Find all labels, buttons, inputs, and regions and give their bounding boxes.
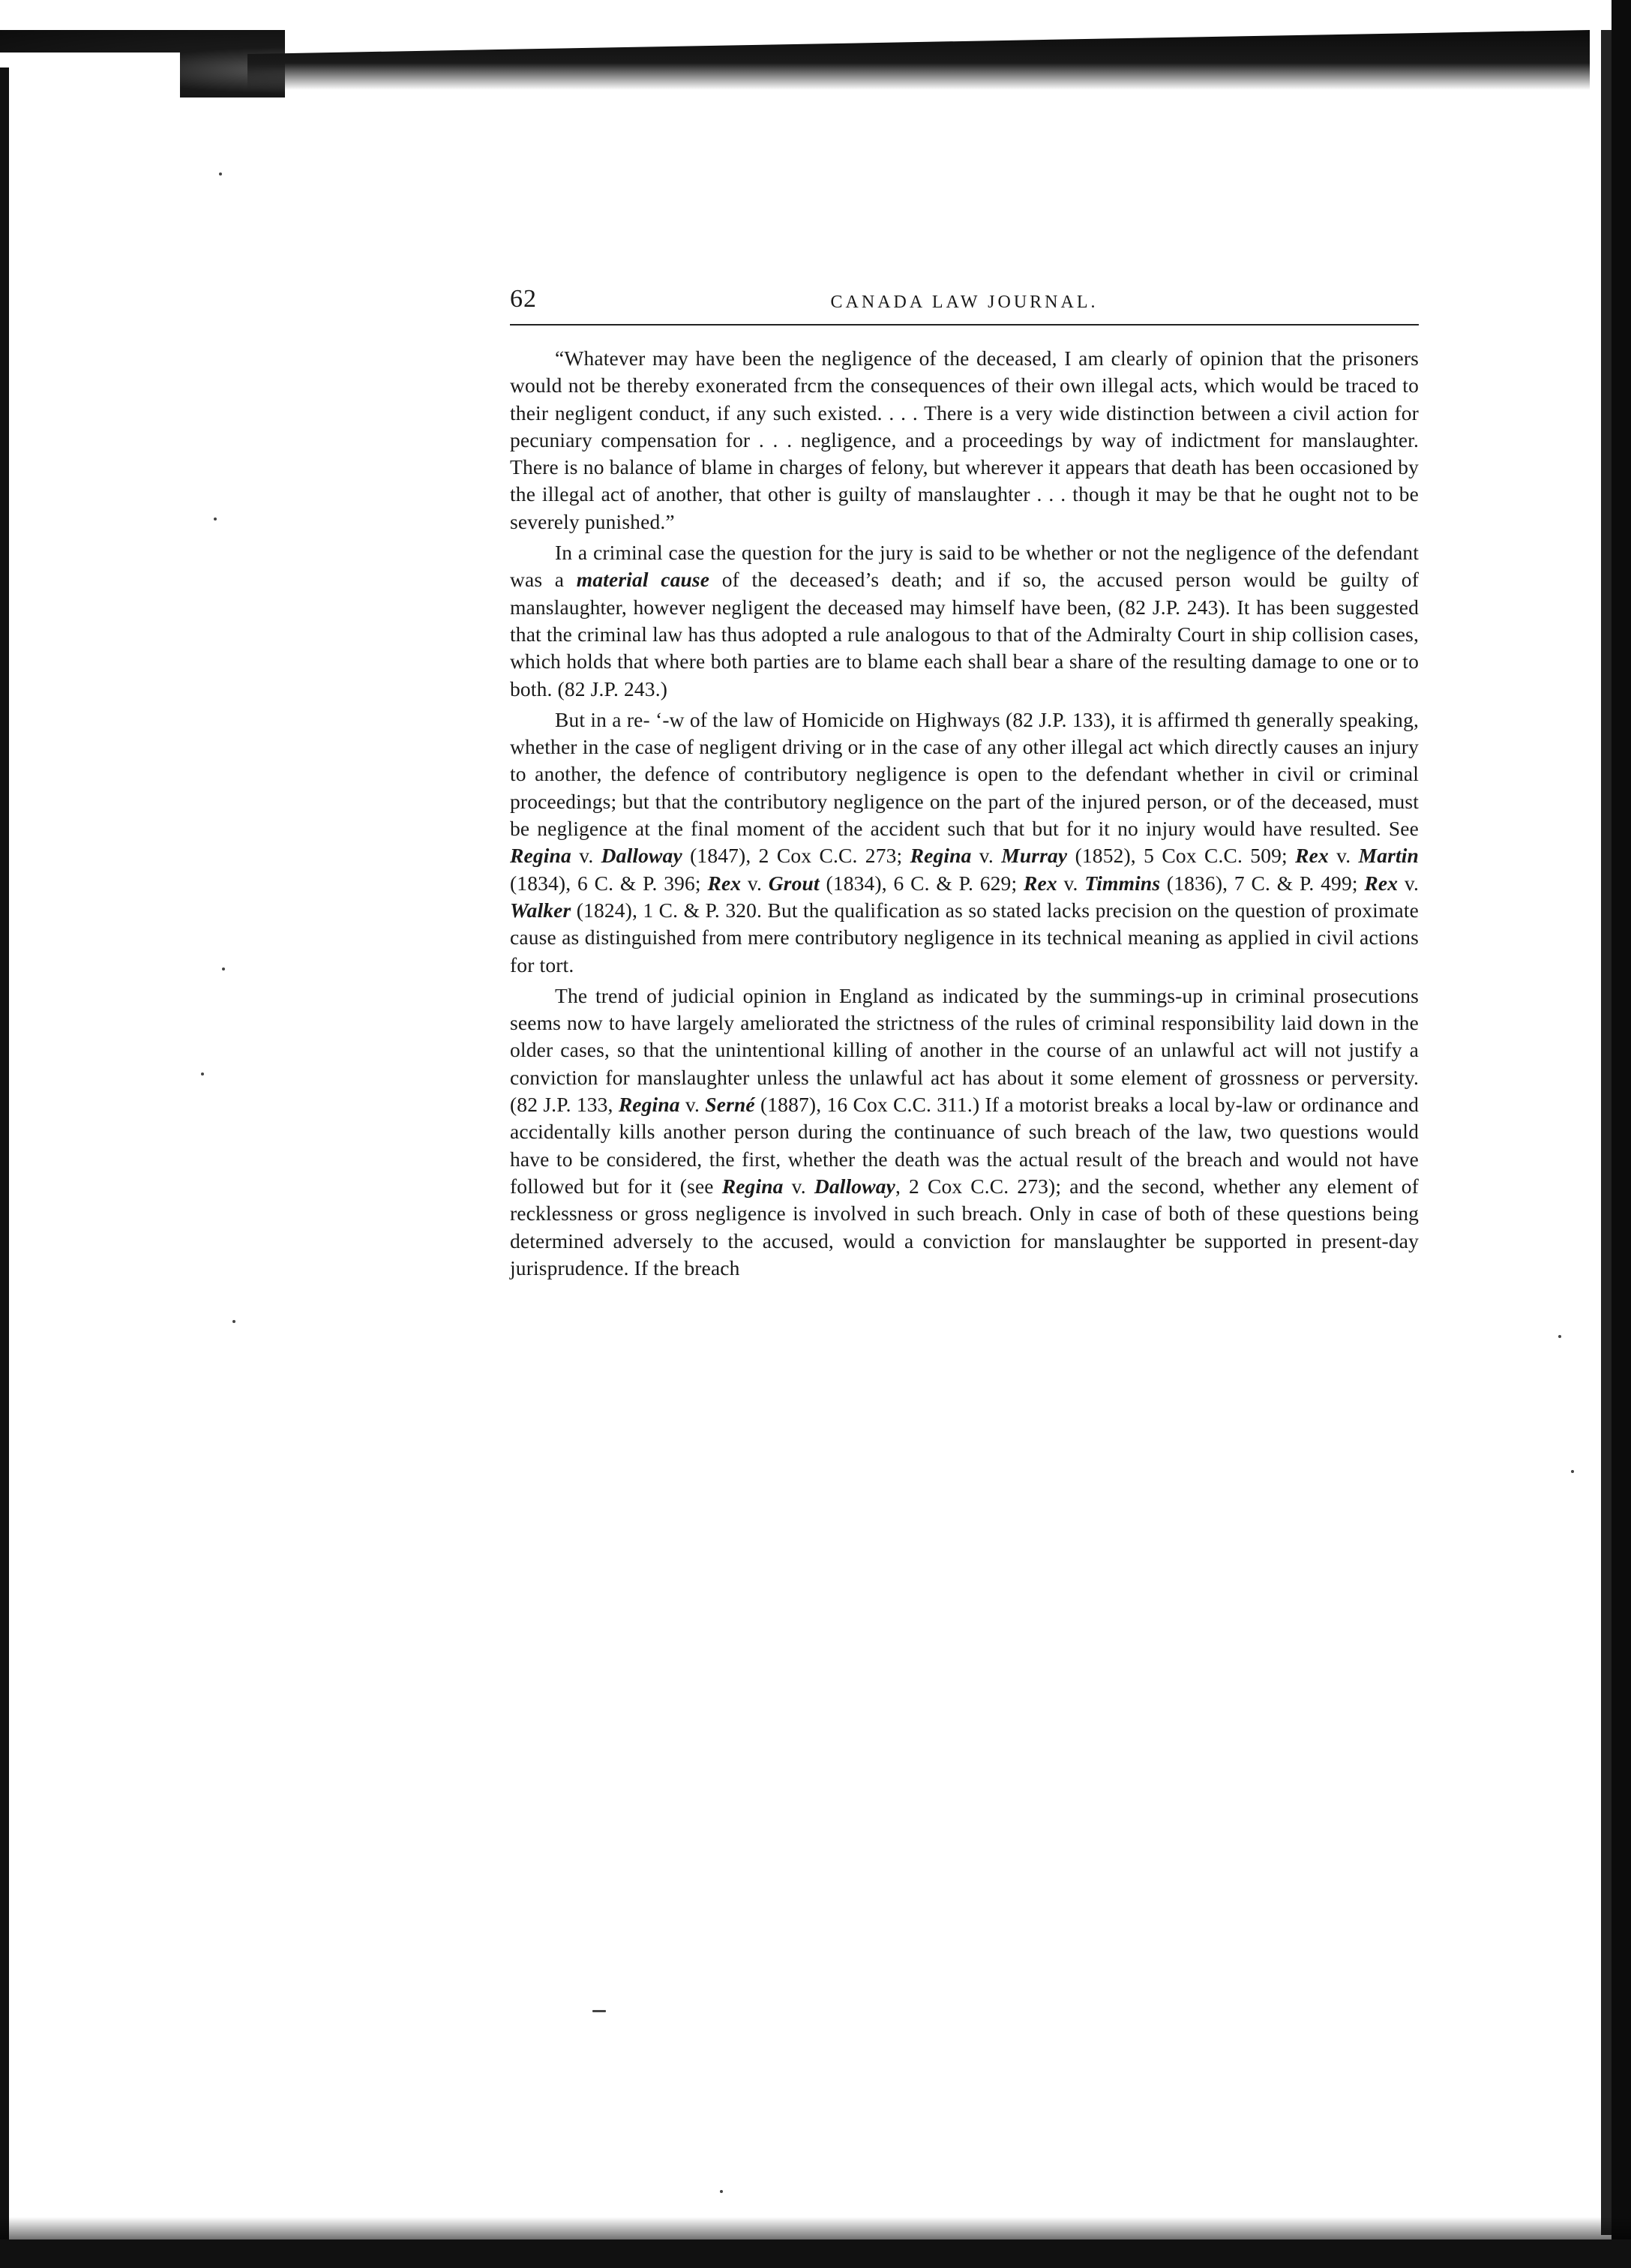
scan-edge-right-inner bbox=[1601, 30, 1612, 2235]
scan-speck bbox=[232, 1320, 235, 1323]
scan-edge-right bbox=[1612, 0, 1631, 2268]
scan-speck bbox=[201, 1072, 204, 1076]
scan-speck bbox=[1571, 1470, 1574, 1473]
scan-speck bbox=[222, 968, 225, 970]
scan-speck bbox=[1558, 1335, 1561, 1338]
scan-shadow-top bbox=[247, 30, 1590, 90]
body-paragraph: But in a re- ‘-w of the law of Homicide on Highways (82 J.P. 133), it is affirmed th generally speaking, whether in the case of negligent driving or in the case of any other illegal act which directly causes an injury to another, the defence of contributory negligence is open to the defendant whether in civil or criminal proceedings; but that the contributory negligence on the part of the injured person, or of the deceased, must be negligence at the final moment of the accident such that but for it no injury would have resulted. See Regina v. Dalloway (1847), 2 Cox C.C. 273; Regina v. Murray (1852), 5 Cox C.C. 509; Rex v. Martin (1834), 6 C. & P. 396; Rex v. Grout (1834), 6 C. & P. 629; Rex v. Timmins (1836), 7 C. & P. 499; Rex v. Walker (1824), 1 C. & P. 320. But the qualification as so stated lacks precision on the question of proximate cause as distinguished from mere contributory negligence in its technical meaning as applied in civil actions for tort. bbox=[510, 707, 1419, 976]
running-head bbox=[510, 285, 1419, 326]
scan-speck bbox=[592, 2010, 606, 2012]
body-paragraph: The trend of judicial opinion in England as indicated by the summings-up in criminal prosecutions seems now to have largely ameliorated the strictness of the rules of criminal responsibility laid down in the older cases, so that the unintentional killing of another in the course of an unlawful act will not justify a conviction for manslaughter unless the unlawful act has about it some element of grossness or perversity. (82 J.P. 133, Regina v. Serné (1887), 16 Cox C.C. 311.) If a motorist breaks a local by-law or ordinance and accidentally kills another person during the continuance of such breach of the law, two questions would have to be considered, the first, whether the death was the actual result of the breach and would not have followed but for it (see Regina v. Dalloway, 2 Cox C.C. 273); and the second, whether any element of recklessness or gross negligence is involved in such breach. Only in case of both of these questions being determined adversely to the accused, would a conviction for manslaughter be supported in present-day jurisprudence. If the breach bbox=[510, 983, 1419, 1280]
block-quote-paragraph: “Whatever may have been the negligence of the deceased, I am clearly of opinion that the prisoners would not be thereby exonerated frcm the consequences of their own illegal acts, which would be traced to their negligent conduct, if any such existed. . . . There is a very wide distinction between a civil action for pecuniary compensation for . . . negligence, and a proceedings by way of indictment for manslaughter. There is no balance of blame in charges of felony, but wherever it appears that death has been occasioned by the illegal act of another, that other is guilty of manslaughter . . . though it may be that he ought not to be severely punished.” bbox=[510, 346, 1419, 533]
scan-margin-left bbox=[0, 52, 180, 2268]
journal-title: CANADA LAW JOURNAL. bbox=[830, 292, 1099, 312]
article-body bbox=[510, 345, 1419, 1282]
scan-speck bbox=[219, 172, 222, 176]
scan-edge-bottom bbox=[0, 2240, 1631, 2268]
scan-margin-top bbox=[0, 0, 1631, 20]
body-paragraph: In a criminal case the question for the jury is said to be whether or not the negligence of the defendant was a material cause of the deceased’s death; and if so, the accused person would be guilty of manslaughter, however negligent the deceased may himself have been, (82 J.P. 243). It has been suggested that the criminal law has thus adopted a rule analogous to that of the Admiralty Court in ship collision cases, which holds that where both parties are to blame each shall bear a share of the resulting damage to one or to both. (82 J.P. 243.) bbox=[510, 541, 1420, 700]
scan-edge-left bbox=[0, 68, 9, 2268]
scan-speck bbox=[214, 518, 217, 520]
scan-shadow-bottom bbox=[0, 2217, 1631, 2240]
scan-speck bbox=[720, 2190, 723, 2193]
journal-page bbox=[510, 285, 1419, 1282]
page-number: 62 bbox=[510, 285, 537, 313]
